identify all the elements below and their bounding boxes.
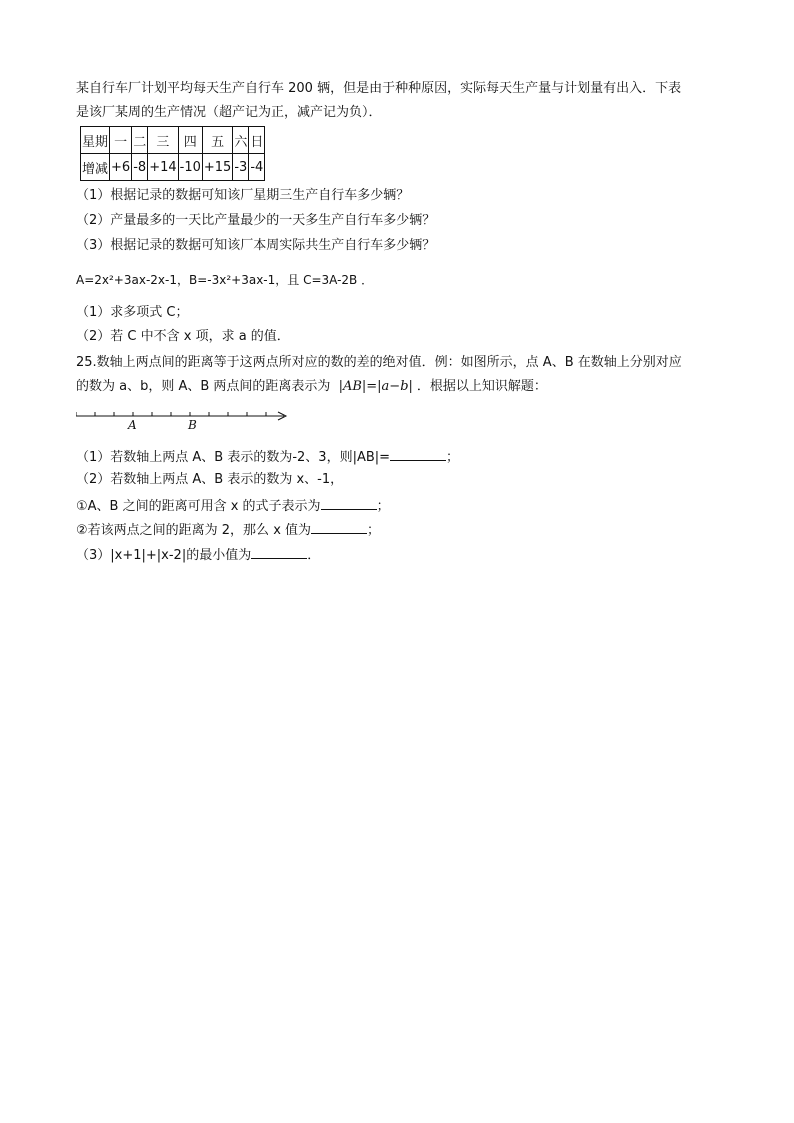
- problem2-question2: （2）若 C 中不含 x 项，求 a 的值．: [76, 329, 290, 344]
- problem3-question1-text: （1）若数轴上两点 A、B 表示的数为-2、3，则|AB|=: [76, 450, 391, 465]
- problem3-intro-text-end: ．根据以上知识解题：: [416, 379, 547, 394]
- problem3-question2a-text: ①A、B 之间的距离可用含 x 的式子表示为: [76, 499, 321, 514]
- problem3-intro-text: 的数为 a、b，则 A、B 两点间的距离表示为: [76, 379, 331, 394]
- table-cell-day: 一: [110, 127, 132, 154]
- punctuation: ．: [307, 548, 321, 563]
- problem3-question2a: [76, 496, 390, 516]
- table-cell-change: +15: [202, 154, 232, 181]
- answer-blank[interactable]: [251, 545, 307, 559]
- problem2-expression: A=2x²+3ax-2x-1，B=-3x²+3ax-1，且 C=3A-2B ．: [76, 273, 374, 287]
- problem3-question1: [76, 447, 459, 467]
- table-cell-change: +14: [148, 154, 178, 181]
- punctuation: ；: [446, 450, 460, 465]
- answer-blank[interactable]: [390, 447, 446, 461]
- table-cell-change: -3: [233, 154, 249, 181]
- answer-blank[interactable]: [311, 520, 367, 534]
- punctuation: ；: [376, 499, 390, 514]
- problem3-intro-line2: [76, 378, 547, 396]
- table-cell-day: 二: [132, 127, 148, 154]
- problem1-intro-line2: 是该厂某周的生产情况（超产记为正，减产记为负）．: [76, 105, 382, 120]
- table-header-change: 增减: [81, 154, 110, 181]
- problem3-question2b-text: ②若该两点之间的距离为 2，那么 x 值为: [76, 523, 312, 538]
- problem1-question3: （3）根据记录的数据可知该厂本周实际共生产自行车多少辆？: [76, 238, 436, 253]
- table-header-day: 星期: [81, 127, 110, 154]
- table-cell-change: -4: [249, 154, 265, 181]
- number-line: [76, 406, 296, 432]
- problem3-question2b: [76, 520, 380, 540]
- table-cell-change: -8: [132, 154, 148, 181]
- table-cell-day: 六: [233, 127, 249, 154]
- table-row-days: [81, 127, 265, 154]
- production-table: [80, 126, 265, 181]
- table-cell-change: -10: [178, 154, 202, 181]
- problem1-question2: （2）产量最多的一天比产量最少的一天多生产自行车多少辆？: [76, 213, 436, 228]
- table-cell-day: 四: [178, 127, 202, 154]
- table-cell-day: 五: [202, 127, 232, 154]
- problem1-intro-line1: 某自行车厂计划平均每天生产自行车 200 辆，但是由于种种原因，实际每天生产量与计划量有出入．下表: [76, 81, 682, 96]
- punctuation: ；: [367, 523, 381, 538]
- problem3-question3: [76, 545, 320, 565]
- table-row-changes: [81, 154, 265, 181]
- number-line-axis: [76, 406, 296, 422]
- problem2-question1: （1）求多项式 C；: [76, 305, 189, 320]
- problem3-intro-line1: 25.数轴上两点间的距离等于这两点所对应的数的差的绝对值．例：如图所示，点 A、B 在数轴上分别对应: [76, 355, 682, 370]
- axis-label-b: B: [188, 418, 197, 432]
- table-cell-day: 三: [148, 127, 178, 154]
- table-cell-change: +6: [110, 154, 132, 181]
- distance-formula: |AB|=|a−b|: [338, 379, 413, 394]
- axis-label-a: A: [128, 418, 137, 432]
- answer-blank[interactable]: [321, 496, 377, 510]
- table-cell-day: 日: [249, 127, 265, 154]
- problem1-question1: （1）根据记录的数据可知该厂星期三生产自行车多少辆？: [76, 188, 410, 203]
- problem3-question3-text: （3）|x+1|+|x-2|的最小值为: [76, 548, 252, 563]
- problem3-question2: （2）若数轴上两点 A、B 表示的数为 x、-1，: [76, 472, 344, 487]
